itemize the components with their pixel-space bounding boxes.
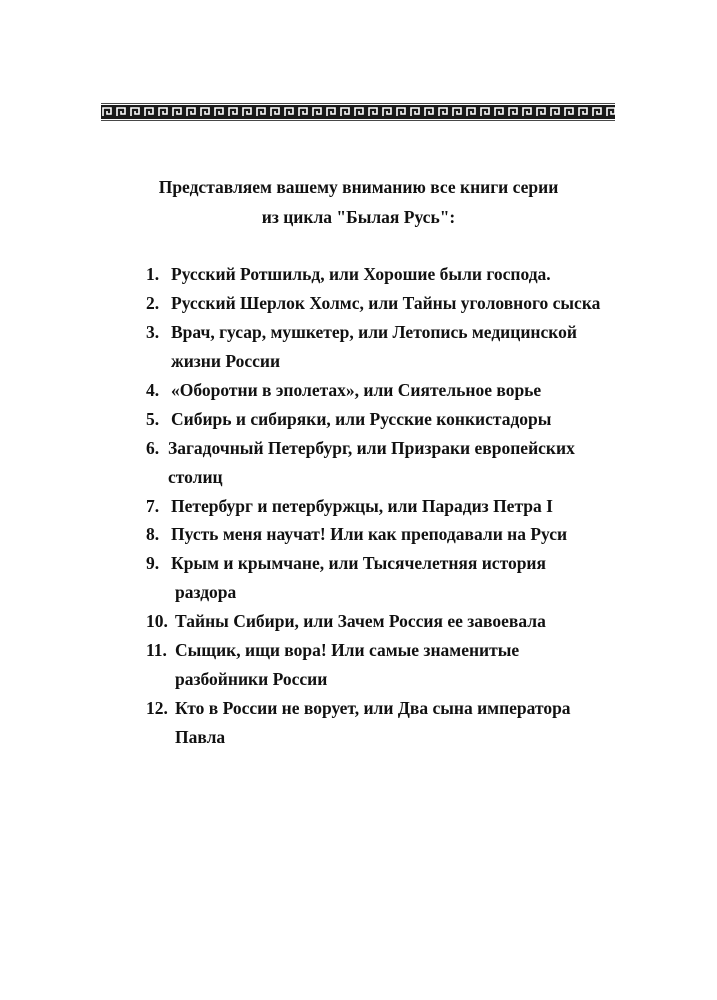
- book-number: 9.: [146, 553, 160, 573]
- book-number: 11.: [146, 640, 167, 660]
- book-title: «Оборотни в эполетах», или Сиятельное ворье: [171, 380, 542, 400]
- book-number: 8.: [146, 524, 160, 544]
- intro-line-1: Представляем вашему вниманию все книги серии: [158, 177, 559, 197]
- book-number: 6.: [146, 438, 160, 458]
- book-title-continuation: столиц: [168, 467, 223, 487]
- book-title-continuation: разбойники России: [175, 669, 328, 689]
- book-number: 10.: [146, 611, 168, 631]
- book-title-continuation: Павла: [175, 727, 226, 747]
- book-number: 12.: [146, 698, 168, 718]
- book-number: 5.: [146, 409, 160, 429]
- book-number: 4.: [146, 380, 160, 400]
- book-number: 1.: [146, 264, 160, 284]
- book-number: 7.: [146, 496, 160, 516]
- book-number: 3.: [146, 322, 160, 342]
- book-title-continuation: жизни России: [171, 351, 281, 371]
- book-title: Крым и крымчане, или Тысячелетняя история: [171, 553, 546, 573]
- book-title-continuation: раздора: [175, 582, 237, 602]
- book-title: Врач, гусар, мушкетер, или Летопись медицинской: [171, 322, 577, 342]
- intro-line-2: из цикла "Былая Русь":: [261, 207, 456, 227]
- book-title: Сыщик, ищи вора! Или самые знаменитые: [175, 640, 520, 660]
- book-title: Пусть меня научат! Или как преподавали на Руси: [171, 524, 568, 544]
- book-title: Петербург и петербуржцы, или Парадиз Петра I: [171, 496, 553, 516]
- book-title: Русский Шерлок Холмс, или Тайны уголовного сыска: [171, 293, 601, 313]
- book-title: Русский Ротшильд, или Хорошие были господа.: [171, 264, 551, 284]
- book-title: Тайны Сибири, или Зачем Россия ее завоевала: [175, 611, 546, 631]
- book-title: Сибирь и сибиряки, или Русские конкистадоры: [171, 409, 552, 429]
- book-title: Кто в России не ворует, или Два сына императора: [175, 698, 571, 718]
- book-number: 2.: [146, 293, 160, 313]
- book-title: Загадочный Петербург, или Призраки европейских: [168, 438, 575, 458]
